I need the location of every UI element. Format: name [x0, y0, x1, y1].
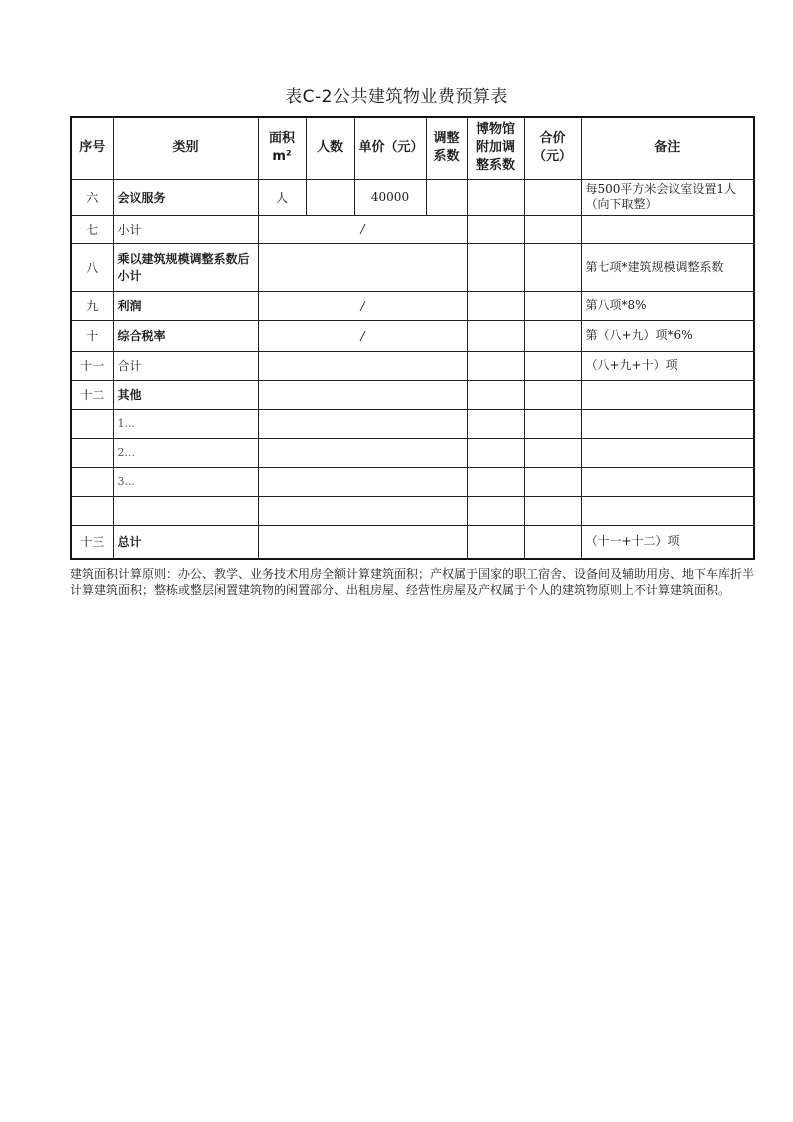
header-seq: 序号	[71, 117, 113, 179]
row-category: 会议服务	[113, 179, 258, 215]
budget-table	[70, 116, 755, 560]
row-remark: （十一+十二）项	[581, 525, 754, 559]
header-adjust: 调整系数	[426, 117, 467, 179]
table-row	[71, 380, 754, 409]
header-area: 面积m²	[258, 117, 306, 179]
row-area: 人	[258, 179, 306, 215]
row-seq: 九	[71, 291, 113, 320]
row-seq: 七	[71, 215, 113, 243]
table-row	[71, 243, 754, 291]
row-seq: 六	[71, 179, 113, 215]
footnote: 建筑面积计算原则：办公、教学、业务技术用房全额计算建筑面积；产权属于国家的职工宿舍、设备间及辅助用房、地下车库折半计算建筑面积；整栋或整层闲置建筑物的闲置部分、出租房屋、经营性房屋及产权属于个人的建筑物原则上不计算建筑面积。	[70, 567, 755, 597]
table-row	[71, 320, 754, 351]
row-category: 综合税率	[113, 320, 258, 351]
row-slash: /	[258, 291, 467, 320]
header-museum-adjust: 博物馆附加调整系数	[467, 117, 524, 179]
row-category: 总计	[113, 525, 258, 559]
row-remark: 第七项*建筑规模调整系数	[581, 243, 754, 291]
row-remark: 第（八+九）项*6%	[581, 320, 754, 351]
row-unit-price: 40000	[354, 179, 426, 215]
row-category: 2...	[113, 438, 258, 467]
table-row	[71, 525, 754, 559]
header-category: 类别	[113, 117, 258, 179]
row-slash: /	[258, 320, 467, 351]
row-seq: 八	[71, 243, 113, 291]
row-remark: 每500平方米会议室设置1人（向下取整）	[581, 179, 754, 215]
row-seq: 十三	[71, 525, 113, 559]
page-title: 表C-2公共建筑物业费预算表	[285, 87, 508, 107]
row-remark: 第八项*8%	[581, 291, 754, 320]
row-category: 乘以建筑规模调整系数后小计	[113, 243, 258, 291]
row-seq: 十一	[71, 351, 113, 380]
header-total: 合价（元）	[524, 117, 581, 179]
table-row	[71, 438, 754, 467]
row-category: 1...	[113, 409, 258, 438]
row-seq: 十	[71, 320, 113, 351]
row-seq: 十二	[71, 380, 113, 409]
header-people: 人数	[306, 117, 354, 179]
row-category: 利润	[113, 291, 258, 320]
row-category: 3...	[113, 467, 258, 496]
header-row	[71, 117, 754, 179]
row-category: 其他	[113, 380, 258, 409]
table-row	[71, 179, 754, 215]
row-remark: （八+九+十）项	[581, 351, 754, 380]
table-row	[71, 215, 754, 243]
table-row	[71, 409, 754, 438]
header-remark: 备注	[581, 117, 754, 179]
table-row	[71, 496, 754, 525]
table-row	[71, 467, 754, 496]
header-unit-price: 单价（元）	[354, 117, 426, 179]
row-category: 合计	[113, 351, 258, 380]
row-category: 小计	[113, 215, 258, 243]
table-row	[71, 351, 754, 380]
row-slash: /	[258, 215, 467, 243]
table-row	[71, 291, 754, 320]
